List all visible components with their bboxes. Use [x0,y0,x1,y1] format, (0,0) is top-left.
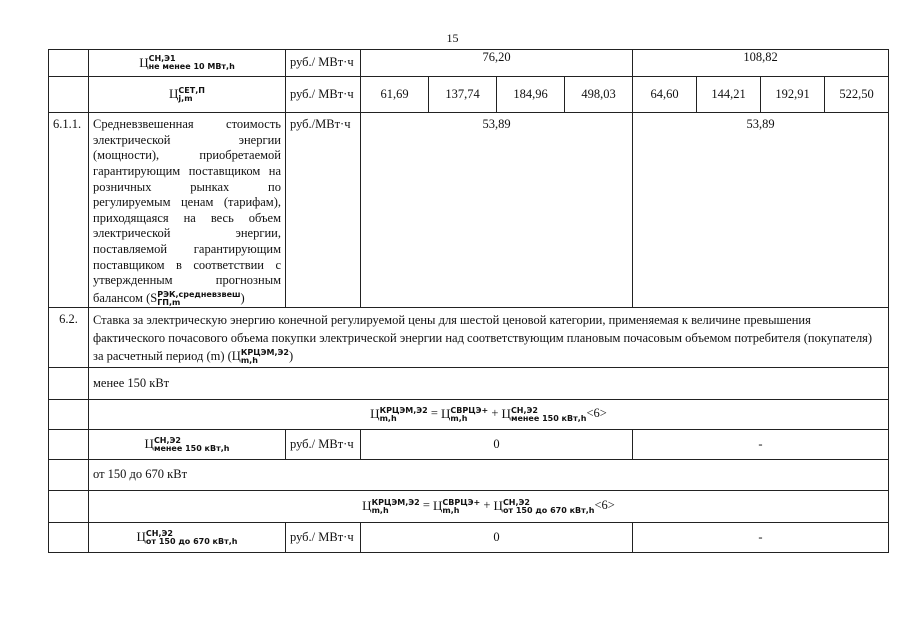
value-cell: 0 [361,523,633,553]
table-row [49,491,889,523]
row-number: 6.1.1. [49,113,89,308]
value-cell: 64,60 [633,77,697,113]
section-description: Ставка за электрическую энергию конечной регулируемой цены для шестой ценовой категории, применяемая к величине превышения фактического почасового объема покупки электрической энергии над соответствующим плановым почасовым объемом потребителя (покупателя) за расчетный период (m) (Ц КРЦЭМ,Э2 m,h ) [89,308,889,368]
value-cell: 0 [361,430,633,460]
table-row [49,430,889,460]
value-cell: 498,03 [565,77,633,113]
row-number [49,50,89,77]
value-cell: 137,74 [429,77,497,113]
unit-cell: руб./ МВт·ч [286,430,361,460]
row-number [49,523,89,553]
indicator-symbol: Ц СН,Э2 менее 150 кВт,h [89,430,286,460]
group-label: менее 150 кВт [89,368,889,400]
row-number [49,77,89,113]
value-cell: 61,69 [361,77,429,113]
table-row [49,460,889,491]
value-cell: 108,82 [633,50,889,77]
value-cell: 76,20 [361,50,633,77]
value-cell: 184,96 [497,77,565,113]
formula: Ц КРЦЭМ,Э2 m,h = Ц СВРЦЭ+ m,h + Ц СН,Э2 от 150 до 670 кВт,h <6> [89,491,889,523]
value-cell: 53,89 [361,113,633,308]
tariff-table [48,49,889,553]
table-row [49,400,889,430]
unit-cell: руб./ МВт·ч [286,523,361,553]
table-row [49,308,889,368]
row-description: Средневзвешенная стоимость электрической энергии (мощности), приобретаемой гарантирующим поставщиком на розничных рынках по регулируемым ценам (тарифам), приходящаяся на весь объем электрической энергии, поставляемой гарантирующим поставщиком в соответствии с утвержденным прогнозным балансом (S РЭК,средневзвеш ГП,m ) [89,113,286,308]
row-number [49,460,89,491]
table-row [49,523,889,553]
value-cell: - [633,523,889,553]
unit-cell: руб./МВт·ч [286,113,361,308]
value-cell: 192,91 [761,77,825,113]
page-number: 15 [446,31,459,45]
indicator-symbol: Ц СН,Э1 не менее 10 МВт,h [89,50,286,77]
indicator-symbol: Ц СН,Э2 от 150 до 670 кВт,h [89,523,286,553]
table-row [49,50,889,77]
row-number [49,430,89,460]
value-cell: 522,50 [825,77,889,113]
table-row [49,77,889,113]
group-label: от 150 до 670 кВт [89,460,889,491]
row-number [49,400,89,430]
value-cell: - [633,430,889,460]
row-number [49,491,89,523]
row-number [49,368,89,400]
table-row [49,368,889,400]
value-cell: 53,89 [633,113,889,308]
unit-cell: руб./ МВт·ч [286,77,361,113]
table-row [49,113,889,308]
value-cell: 144,21 [697,77,761,113]
formula: Ц КРЦЭМ,Э2 m,h = Ц СВРЦЭ+ m,h + Ц СН,Э2 менее 150 кВт,h <6> [89,400,889,430]
unit-cell: руб./ МВт·ч [286,50,361,77]
indicator-symbol: Ц СЕТ,П j,m [89,77,286,113]
row-number: 6.2. [49,308,89,368]
